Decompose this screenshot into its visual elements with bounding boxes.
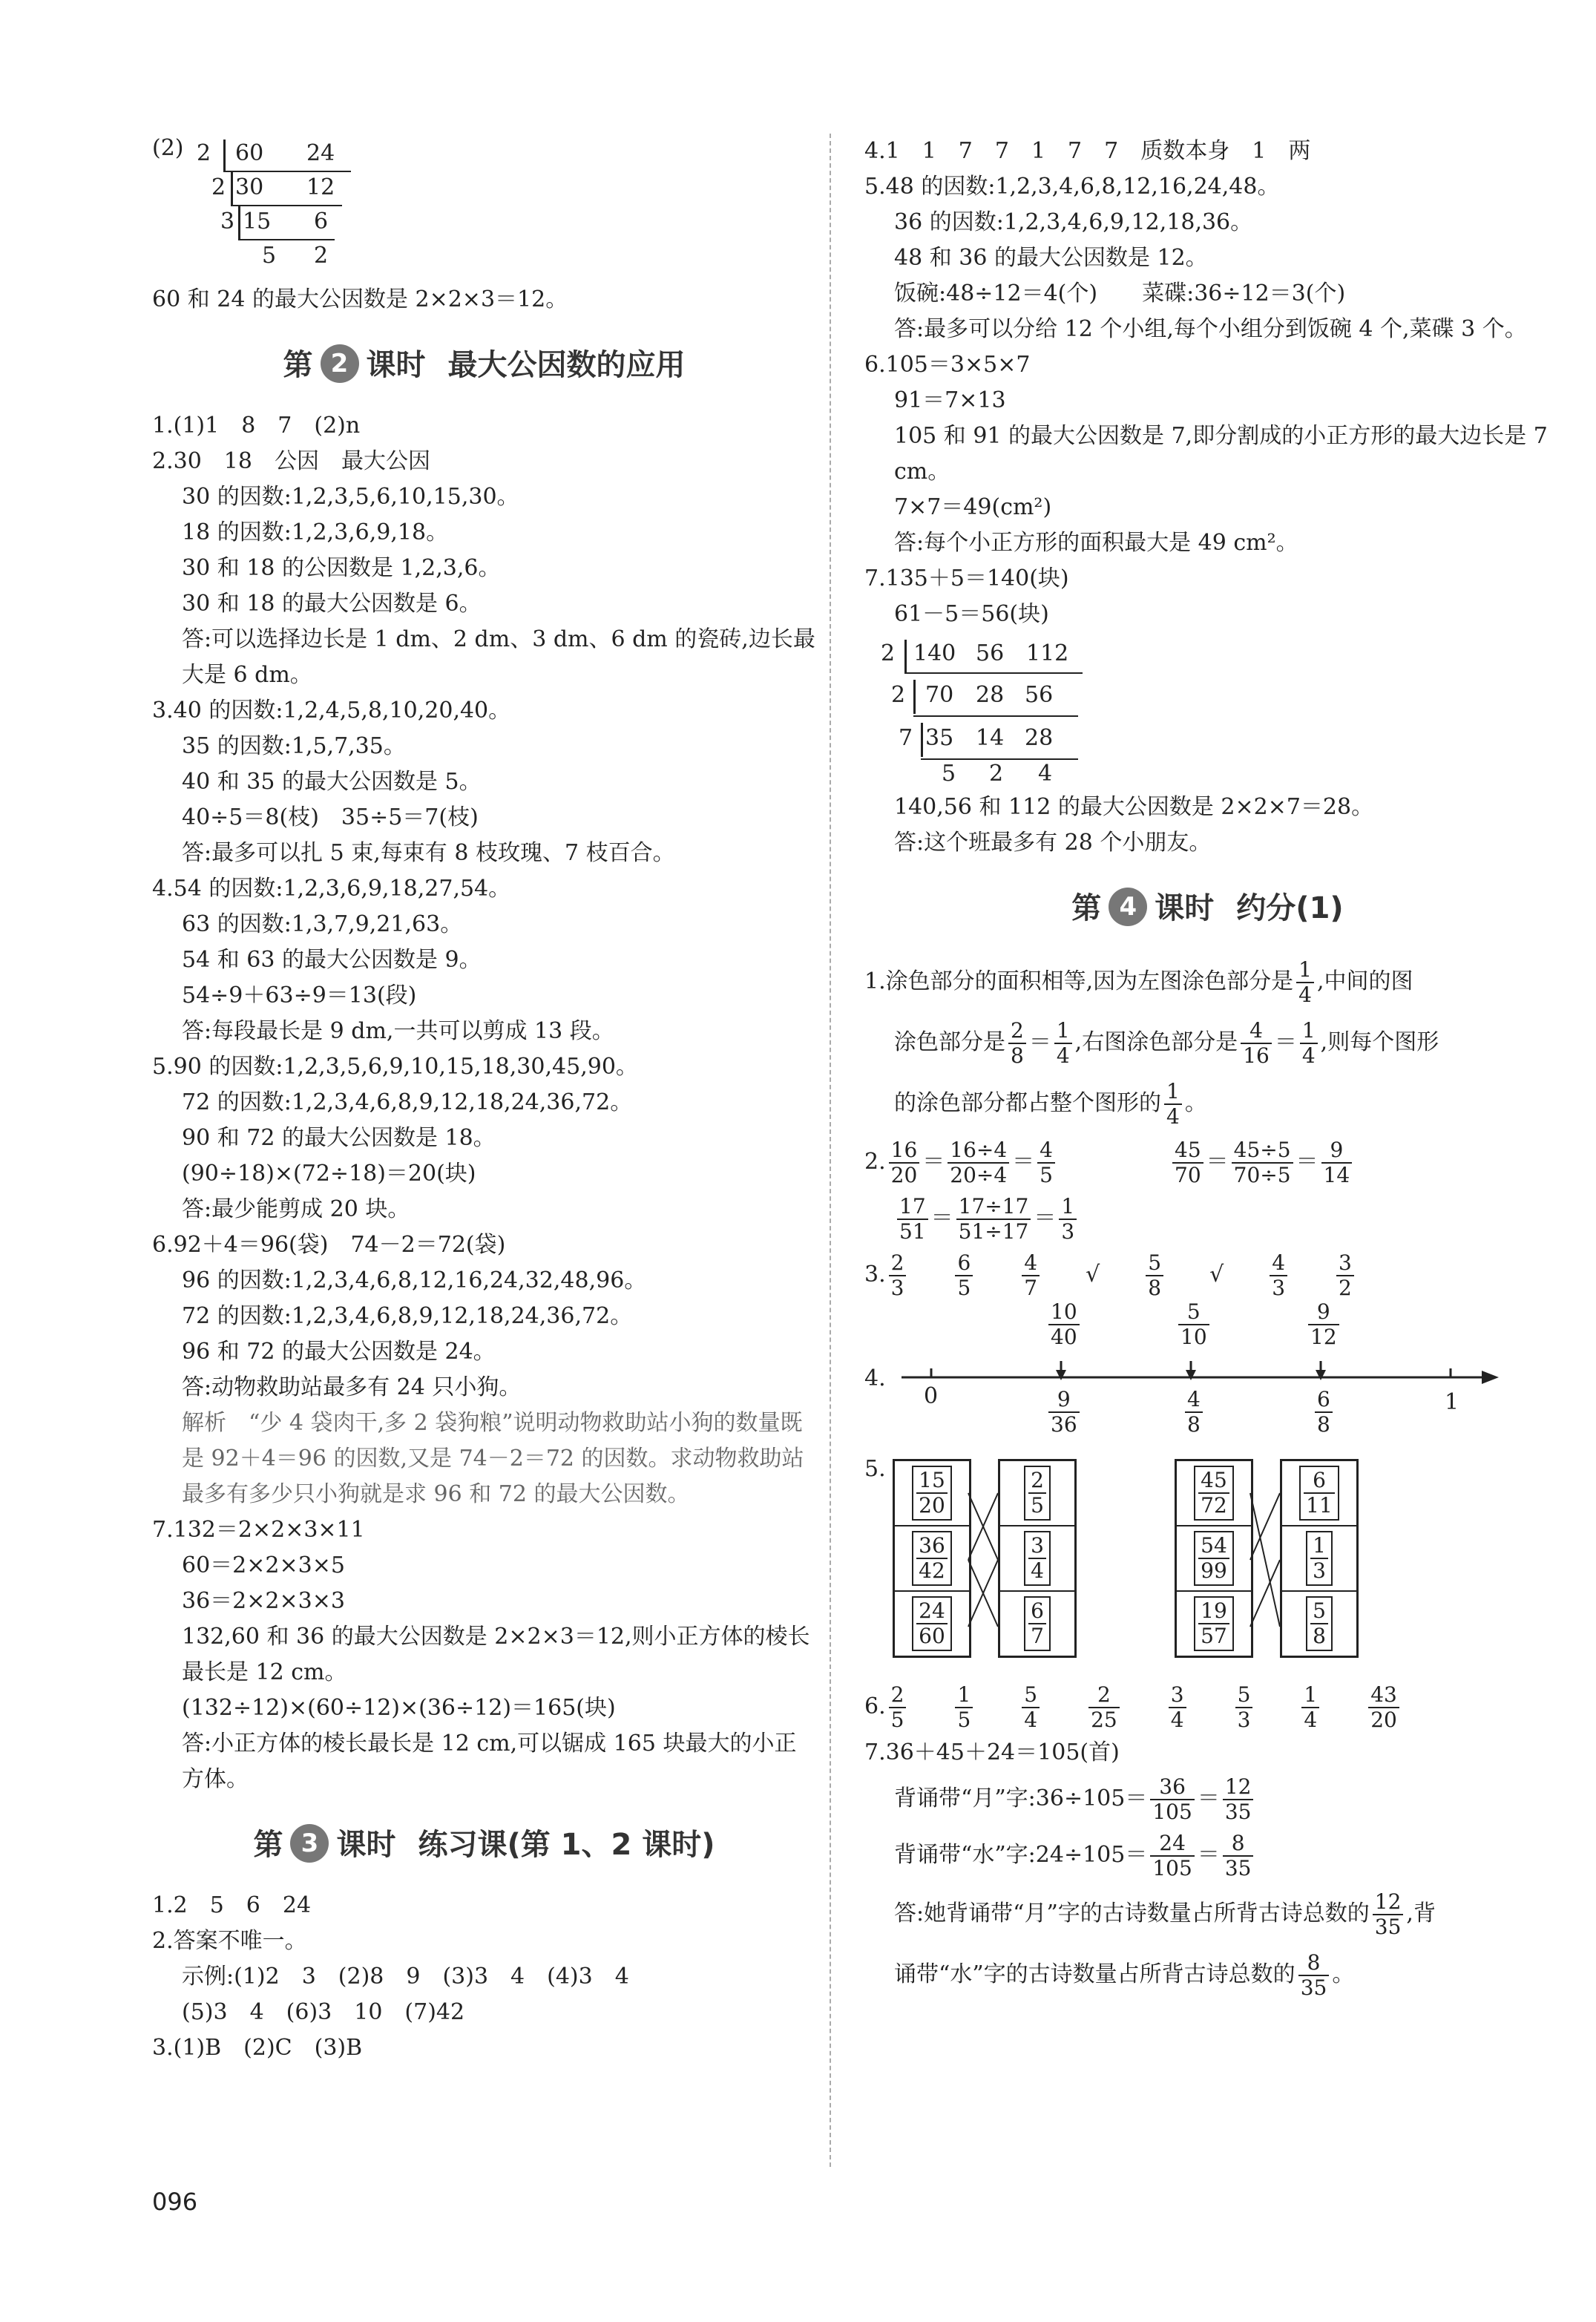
fraction: $\frac{5}{8}$ [1306, 1596, 1333, 1651]
fraction: $\frac{1}{4}$ [1300, 1019, 1318, 1068]
answer-line: 91＝7×13 [894, 387, 1006, 413]
fraction: $\frac{36}{105}$ [1150, 1775, 1194, 1824]
fraction: $\frac{1}{4}$ [1054, 1019, 1072, 1068]
check-mark-icon: √ [1086, 1262, 1100, 1288]
q7-line: 答:她背诵带“月”字的古诗数量占所背古诗总数的 $\frac{12}{35}$ ,背 [894, 1889, 1436, 1939]
answer-line: 96 的因数:1,2,3,4,6,8,12,16,24,32,48,96。 [182, 1267, 647, 1293]
fraction: $\frac{8}{35}$ [1298, 1951, 1330, 2000]
arrow-down-icon [1056, 1370, 1066, 1380]
fraction: $\frac{5}{4}$ [1022, 1683, 1040, 1732]
fraction: $\frac{1}{4}$ [1301, 1683, 1319, 1732]
fraction: $\frac{4}{3}$ [1270, 1251, 1287, 1300]
answer-line: 4.54 的因数:1,2,3,6,9,18,27,54。 [152, 876, 511, 902]
answer-line: 答:这个班最多有 28 个小朋友。 [894, 830, 1212, 856]
fraction: $\frac{9}{36}$ [1048, 1388, 1080, 1437]
answer-line: 2.答案不唯一。 [152, 1928, 307, 1954]
answer-line: 60＝2×2×3×5 [182, 1552, 345, 1578]
fraction: $\frac{4}{8}$ [1185, 1388, 1203, 1437]
answer-line: 30 和 18 的公因数是 1,2,3,6。 [182, 555, 501, 581]
q6-line: 6. $\frac{2}{5}$ $\frac{1}{5}$ $\frac{5}{4}$ $\frac{2}{25}$ $\frac{3}{4}$ $\frac{5}{3}$ $\frac{1}{4}$ $\frac{43}{20}$ [864, 1679, 1551, 1735]
analysis-note: 解析 “少 4 袋肉干,多 2 袋狗粮”说明动物救助站小狗的数量既是 92＋4＝96 的因数,又是 74－2＝72 的因数。求动物救助站最多有多少只小狗就是求 96 和 72 的最大公因数。 [182, 1410, 804, 1507]
answer-line: 答:可以选择边长是 1 dm、2 dm、3 dm、6 dm 的瓷砖,边长最大是 6 dm。 [182, 626, 815, 688]
answer-line: 60 和 24 的最大公因数是 2×2×3＝12。 [152, 286, 568, 312]
section-heading-4: 第 4 课时 约分(1) [864, 886, 1551, 931]
right-column [864, 134, 1551, 2005]
answer-line: 105 和 91 的最大公因数是 7,即分割成的小正方形的最大边长是 7 cm。 [894, 423, 1548, 485]
answer-line: 3.(1)B (2)C (3)B [152, 2035, 363, 2061]
answer-line: 18 的因数:1,2,3,6,9,18。 [182, 519, 449, 545]
fraction: $\frac{5}{10}$ [1178, 1300, 1209, 1349]
answer-line: 72 的因数:1,2,3,4,6,8,9,12,18,24,36,72。 [182, 1089, 633, 1115]
answer-line: 40 和 35 的最大公因数是 5。 [182, 769, 482, 795]
fraction: $\frac{1}{3}$ [1059, 1195, 1077, 1244]
page-number: 096 [152, 2188, 198, 2216]
answer-line: 答:每段最长是 9 dm,一共可以剪成 13 段。 [182, 1018, 614, 1044]
fraction: $\frac{15}{20}$ [912, 1466, 952, 1521]
column-divider [830, 134, 831, 2167]
fraction: $\frac{5}{3}$ [1235, 1683, 1253, 1732]
answer-line: 54 和 63 的最大公因数是 9。 [182, 947, 482, 973]
answer-line: 2.30 18 公因 最大公因 [152, 448, 430, 474]
answer-line: 1.(1)1 8 7 (2)n [152, 413, 361, 439]
answer-line: 答:小正方体的棱长最长是 12 cm,可以锯成 165 块最大的小正方体。 [182, 1731, 797, 1792]
number-line: 4. 0 1 $\frac{10}{40}$ $\frac{5}{10}$ $\frac{9}{12}$ $\frac{9}{36}$ $\frac{4}{8}$ $\frac{6}{8}$ [864, 1303, 1551, 1452]
q1-line: 1.涂色部分的面积相等,因为左图涂色部分是 $\frac{1}{4}$ ,中间的图 [864, 957, 1413, 1007]
fraction: $\frac{17}{51}$ [897, 1195, 928, 1244]
section-heading-3: 第 3 课时 练习课(第 1、2 课时) [152, 1823, 816, 1867]
answer-line: 1.2 5 6 24 [152, 1892, 312, 1918]
answer-line: 7.132＝2×2×3×11 [152, 1517, 365, 1543]
q2-line: 2. $\frac{16}{20}$ ＝ $\frac{16\div 4}{20\div 4}$ ＝ $\frac{4}{5}$ $\frac{45}{70}$ ＝ $\frac{45\div 5}{70\div 5}$ ＝ $\frac{9}{14}$ [864, 1134, 1551, 1190]
q7-line: 诵带“水”字的古诗数量占所背古诗总数的 $\frac{8}{35}$ 。 [894, 1949, 1355, 2000]
lesson-number-badge: 3 [290, 1824, 329, 1863]
fraction-column [1175, 1459, 1253, 1658]
fraction: $\frac{1}{4}$ [1164, 1080, 1182, 1129]
q7-line: 背诵带“水”字:24÷105＝ $\frac{24}{105}$ ＝ $\frac{8}{35}$ [864, 1827, 1551, 1883]
check-mark-icon: √ [1209, 1262, 1224, 1288]
fraction: $\frac{12}{35}$ [1223, 1775, 1254, 1824]
fraction: $\frac{36}{42}$ [912, 1531, 952, 1586]
answer-line: 35 的因数:1,5,7,35。 [182, 733, 406, 759]
answer-line: 饭碗:48÷12＝4(个) 菜碟:36÷12＝3(个) [894, 281, 1346, 306]
fraction: $\frac{10}{40}$ [1048, 1300, 1080, 1349]
fraction: $\frac{43}{20}$ [1368, 1683, 1399, 1732]
fraction: $\frac{24}{60}$ [912, 1596, 952, 1651]
fraction: $\frac{6}{7}$ [1024, 1596, 1051, 1651]
fraction: $\frac{12}{35}$ [1373, 1890, 1404, 1939]
fraction: $\frac{3}{2}$ [1336, 1251, 1354, 1300]
answer-line: (5)3 4 (6)3 10 (7)42 [182, 1999, 465, 2025]
fraction: $\frac{1}{4}$ [1296, 958, 1314, 1007]
fraction: $\frac{2}{8}$ [1008, 1019, 1026, 1068]
fraction: $\frac{2}{5}$ [889, 1683, 907, 1732]
fraction: $\frac{45}{72}$ [1194, 1466, 1234, 1521]
answer-line: 示例:(1)2 3 (2)8 9 (3)3 4 (4)3 4 [182, 1964, 629, 1990]
fraction: $\frac{3}{4}$ [1024, 1531, 1051, 1586]
q1-line: 涂色部分是 $\frac{2}{8}$ ＝ $\frac{1}{4}$ ,右图涂色部分是 $\frac{4}{16}$ ＝ $\frac{1}{4}$ ,则每个图形 [894, 1017, 1439, 1068]
fraction: $\frac{3}{4}$ [1169, 1683, 1186, 1732]
lesson-number-badge: 2 [321, 344, 359, 383]
fraction: $\frac{6}{5}$ [955, 1251, 973, 1300]
answer-line: 36＝2×2×3×3 [182, 1588, 345, 1614]
ladder-division-7: 2 140 56 112 2 70 28 56 7 35 14 28 5 2 4 [864, 638, 1551, 787]
answer-line: 5.90 的因数:1,2,3,5,6,9,10,15,18,30,45,90。 [152, 1054, 638, 1080]
ladder-division-2: 2 60 24 2 30 12 3 15 6 5 2 [152, 138, 816, 279]
answer-line: 63 的因数:1,3,7,9,21,63。 [182, 911, 463, 937]
answer-line: 7.36＋45＋24＝105(首) [864, 1739, 1120, 1765]
fraction: $\frac{2}{25}$ [1088, 1683, 1120, 1732]
answer-line: 90 和 72 的最大公因数是 18。 [182, 1125, 496, 1151]
fraction: $\frac{17\div 17}{51\div 17}$ [956, 1195, 1031, 1244]
answer-line: 30 和 18 的最大公因数是 6。 [182, 591, 482, 617]
answer-line: 5.48 的因数:1,2,3,4,6,8,12,16,24,48。 [864, 174, 1280, 200]
fraction: $\frac{16\div 4}{20\div 4}$ [948, 1138, 1009, 1187]
answer-line: 答:最多可以扎 5 束,每束有 8 枝玫瑰、7 枝百合。 [182, 840, 675, 866]
fraction: $\frac{1}{5}$ [955, 1683, 973, 1732]
answer-line: 4.1 1 7 7 1 7 7 质数本身 1 两 [864, 138, 1311, 164]
fraction-column [1280, 1459, 1359, 1658]
fraction: $\frac{2}{3}$ [889, 1251, 907, 1300]
section-heading-2: 第 2 课时 最大公因数的应用 [152, 343, 816, 387]
answer-line: 96 和 72 的最大公因数是 24。 [182, 1339, 496, 1365]
answer-line: (132÷12)×(60÷12)×(36÷12)＝165(块) [182, 1695, 616, 1721]
fraction: $\frac{6}{11}$ [1299, 1466, 1339, 1521]
fraction: $\frac{24}{105}$ [1150, 1831, 1194, 1880]
answer-line: 132,60 和 36 的最大公因数是 2×2×3＝12,则小正方体的棱长最长是 12 cm。 [182, 1624, 810, 1685]
answer-line: 40÷5＝8(枝) 35÷5＝7(枝) [182, 804, 479, 830]
fraction: $\frac{45}{70}$ [1172, 1138, 1203, 1187]
fraction: $\frac{2}{5}$ [1024, 1466, 1051, 1521]
fraction: $\frac{8}{35}$ [1223, 1831, 1254, 1880]
left-column [152, 134, 816, 2066]
answer-line: 答:每个小正方形的面积最大是 49 cm²。 [894, 530, 1298, 556]
matching-diagram: 5. $\frac{15}{20}$ $\frac{36}{42}$ $\frac{24}{60}$ $\frac{2}{5}$ $\frac{3}{4}$ $\frac{6}{7}$ $\frac{45}{72}$ $\frac{54}{99}$ $\frac{19}{57}$ $\frac{6}{11}$ $\frac{1}{3}$ $\frac{5}{8}$ [864, 1456, 1551, 1679]
fraction: $\frac{54}{99}$ [1194, 1531, 1234, 1586]
q7-line: 背诵带“月”字:36÷105＝ $\frac{36}{105}$ ＝ $\frac{12}{35}$ [864, 1771, 1551, 1827]
answer-line: (90÷18)×(72÷18)＝20(块) [182, 1161, 476, 1187]
fraction: $\frac{9}{14}$ [1321, 1138, 1353, 1187]
q2-line: $\frac{17}{51}$ ＝ $\frac{17\div 17}{51\div 17}$ ＝ $\frac{1}{3}$ [864, 1190, 1551, 1247]
fraction: $\frac{4}{5}$ [1037, 1138, 1055, 1187]
ladder2-label: (2) [152, 135, 184, 161]
answer-line: 7.135＋5＝140(块) [864, 565, 1069, 591]
fraction: $\frac{4}{16}$ [1241, 1019, 1272, 1068]
fraction: $\frac{45\div 5}{70\div 5}$ [1232, 1138, 1293, 1187]
answer-line: 答:最少能剪成 20 块。 [182, 1196, 410, 1222]
answer-line: 54÷9＋63÷9＝13(段) [182, 983, 417, 1009]
arrow-down-icon [1186, 1370, 1196, 1380]
arrow-down-icon [1316, 1370, 1326, 1380]
q3-line: 3. $\frac{2}{3}$ $\frac{6}{5}$ $\frac{4}{7}$ √ $\frac{5}{8}$ √ $\frac{4}{3}$ $\frac{3}{2}$ [864, 1247, 1551, 1303]
fraction: $\frac{6}{8}$ [1315, 1388, 1333, 1437]
arrow-icon [1482, 1371, 1499, 1384]
fraction: $\frac{9}{12}$ [1308, 1300, 1339, 1349]
answer-line: 7×7＝49(cm²) [894, 494, 1052, 520]
lesson-number-badge: 4 [1109, 888, 1147, 926]
fraction: $\frac{19}{57}$ [1194, 1596, 1234, 1651]
answer-line: 140,56 和 112 的最大公因数是 2×2×7＝28。 [894, 794, 1374, 820]
answer-line: 答:最多可以分给 12 个小组,每个小组分到饭碗 4 个,菜碟 3 个。 [894, 316, 1527, 342]
answer-line: 30 的因数:1,2,3,5,6,10,15,30。 [182, 484, 519, 510]
fraction: $\frac{4}{7}$ [1022, 1251, 1040, 1300]
answer-line: 6.92＋4＝96(袋) 74－2＝72(袋) [152, 1232, 506, 1258]
answer-line: 61－5＝56(块) [894, 601, 1049, 627]
answer-line: 72 的因数:1,2,3,4,6,8,9,12,18,24,36,72。 [182, 1303, 633, 1329]
q1-line: 的涂色部分都占整个图形的 $\frac{1}{4}$ 。 [894, 1078, 1207, 1129]
answer-line: 6.105＝3×5×7 [864, 352, 1031, 378]
answer-line: 答:动物救助站最多有 24 只小狗。 [182, 1374, 522, 1400]
answer-line: 3.40 的因数:1,2,4,5,8,10,20,40。 [152, 698, 511, 724]
answer-line: 48 和 36 的最大公因数是 12。 [894, 245, 1208, 271]
answer-line: 36 的因数:1,2,3,4,6,9,12,18,36。 [894, 209, 1253, 235]
fraction: $\frac{16}{20}$ [889, 1138, 920, 1187]
fraction: $\frac{5}{8}$ [1146, 1251, 1163, 1300]
fraction: $\frac{1}{3}$ [1306, 1531, 1333, 1586]
